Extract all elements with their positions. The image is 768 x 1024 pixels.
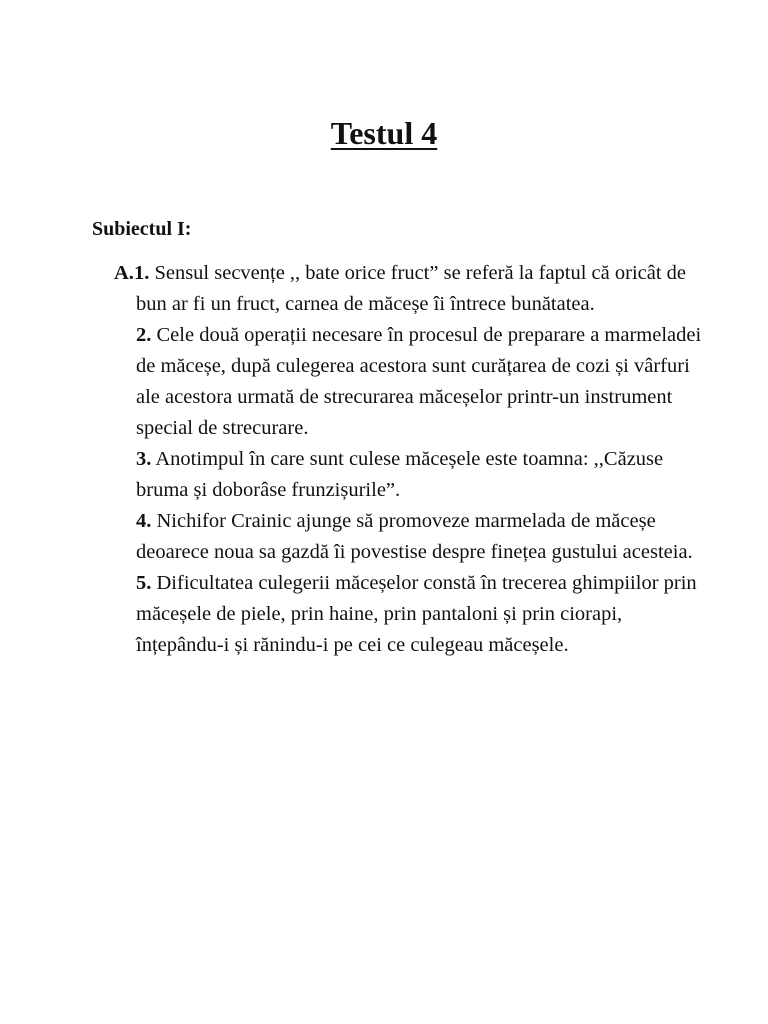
answer-section-prefix: A.	[114, 262, 134, 284]
answer-text: Cele două operații necesare în procesul de preparare a marmeladei de măceșe, după culegerea acestora sunt curățarea de cozi și vârfuri ale acestora urmată de strecurarea măceșelor printr-un instrument special de strecurare.	[136, 324, 702, 439]
answer-list	[114, 258, 706, 661]
answer-number: 2.	[136, 324, 152, 346]
answer-number: 1.	[133, 262, 150, 284]
answer-text: Dificultatea culegerii măceșelor constă în trecerea ghimpiilor prin măceșele de piele, prin haine, prin pantaloni și prin ciorapi, înțepându-i și rănindu-i pe cei ce culegeau măceșele.	[136, 572, 697, 656]
answer-2	[136, 320, 706, 444]
answer-text: Anotimpul în care sunt culese măceșele este toamna: ,,Căzuse bruma și doborâse frunzișurile”.	[136, 448, 664, 501]
answer-3	[136, 444, 706, 506]
answer-number: 4.	[136, 510, 152, 532]
page-title: Testul 4	[330, 115, 438, 152]
answer-number: 3.	[136, 448, 152, 470]
answer-1	[114, 258, 706, 320]
answer-4	[136, 506, 706, 568]
section-heading: Subiectul I:	[92, 218, 192, 240]
answer-text: Sensul secvențe ,, bate orice fruct” se referă la faptul că oricât de bun ar fi un fruct, carnea de măceșe îi întrece bunătatea.	[136, 262, 687, 315]
answer-number: 5.	[136, 572, 152, 594]
answer-text: Nichifor Crainic ajunge să promoveze marmelada de măceșe deoarece noua sa gazdă îi povestise despre finețea gustului acesteia.	[136, 510, 693, 563]
answer-5	[136, 568, 706, 661]
